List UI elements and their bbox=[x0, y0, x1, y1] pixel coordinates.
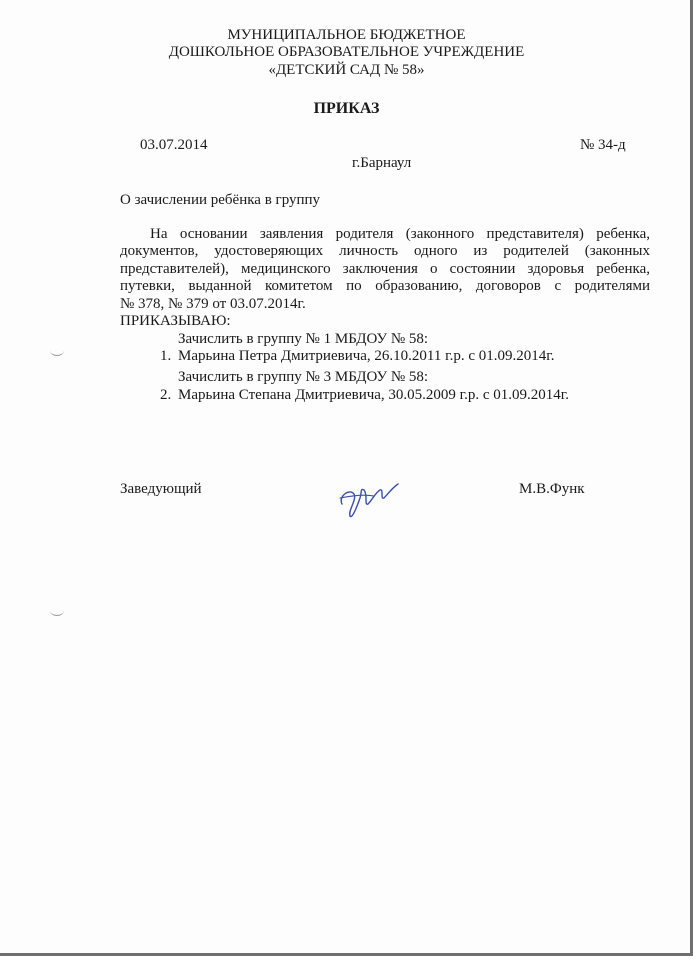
item-text: Марьина Степана Дмитриевича, 30.05.2009 г.р. с 01.09.2014г. bbox=[178, 387, 570, 403]
signature bbox=[330, 474, 405, 524]
org-line-2: ДОШКОЛЬНОЕ ОБРАЗОВАТЕЛЬНОЕ УЧРЕЖДЕНИЕ bbox=[168, 44, 525, 60]
doc-subject: О зачислении ребёнка в группу bbox=[120, 192, 321, 208]
doc-number: № 34-д bbox=[580, 137, 626, 153]
signer-position: Заведующий bbox=[120, 481, 202, 497]
doc-city: г.Барнаул bbox=[352, 155, 412, 171]
item-text: Марьина Петра Дмитриевича, 26.10.2011 г.р. с 01.09.2014г. bbox=[178, 348, 555, 364]
org-line-3: «ДЕТСКИЙ САД № 58» bbox=[268, 62, 425, 78]
body-line-1: На основании заявления родителя (законного представителя) ребенка, bbox=[150, 226, 650, 242]
punch-hole-mark bbox=[50, 345, 64, 356]
item-heading: Зачислить в группу № 3 МБДОУ № 58: bbox=[178, 369, 429, 385]
body-line-4: путевки, выданной комитетом по образованию, договоров с родителями bbox=[120, 278, 650, 294]
item-number: 2. bbox=[160, 387, 172, 403]
body-line-5: № 378, № 379 от 03.07.2014г. bbox=[120, 296, 306, 312]
doc-date: 03.07.2014 bbox=[140, 137, 208, 153]
item-heading: Зачислить в группу № 1 МБДОУ № 58: bbox=[178, 331, 429, 347]
order-word: ПРИКАЗЫВАЮ: bbox=[120, 313, 231, 329]
body-line-3: представителей), медицинского заключения о состоянии здоровья ребенка, bbox=[120, 261, 650, 277]
item-number: 1. bbox=[160, 348, 172, 364]
org-line-1: МУНИЦИПАЛЬНОЕ БЮДЖЕТНОЕ bbox=[227, 27, 466, 43]
signer-name: М.В.Функ bbox=[519, 481, 585, 497]
doc-title: ПРИКАЗ bbox=[313, 100, 380, 117]
body-line-2: документов, удостоверяющих личность одного из родителей (законных bbox=[120, 243, 650, 259]
punch-hole-mark bbox=[50, 605, 64, 616]
